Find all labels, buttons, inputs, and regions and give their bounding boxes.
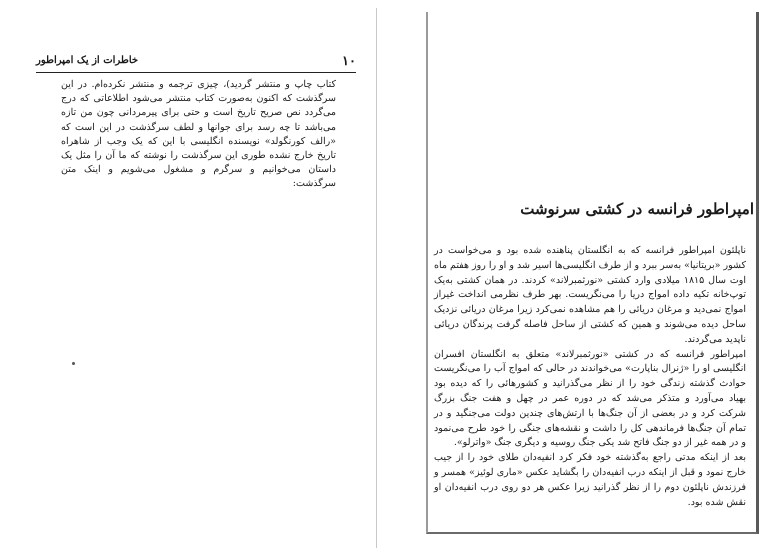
right-page [384, 8, 762, 548]
left-page-body [61, 78, 336, 192]
page-number: ۱۰ [342, 54, 356, 69]
scan-speck [72, 362, 75, 365]
running-header [36, 54, 356, 73]
left-paragraph: کتاب چاپ و منتشر گردید)، چیزی ترجمه و منتشر نکرده‌ام. در این سرگذشت که اکنون به‌صورت کتاب منتشر می‌شود اطلاعاتی که درج می‌گردد نص صریح تاریخ است و حتی برای پیرمردانی چون من تازه می‌باشد تا چه رسد برای جوانها و لطف سرگذشت در این است که «رالف کورنگولد» نویسنده انگلیسی با این که یک وجب از شاهراه تاریخ خارج نشده طوری این سرگذشت را نوشته که ما آن را مثل یک داستان می‌خوانیم و سرگرم و مشغول می‌شویم و اینک متن سرگذشت: [61, 79, 336, 190]
right-paragraph: بعد از اینکه مدتی راجع به‌گذشته خود فکر کرد انفیه‌دان طلای خود را از جیب خارج نمود و قبل از اینکه درب انفیه‌دان را بگشاید عکس «ماری لوئیز» همسر و فرزندش ناپلئون دوم را از نظر گذرانید زیرا عکس هر دو روی درب انفیه‌دان او نقش شده بود. [434, 452, 746, 508]
right-paragraph: امپراطور فرانسه که در کشتی «نورثمبرلاند» متعلق به انگلستان افسران انگلیسی او را «ژنرال بناپارت» می‌خواندند در حالی که امواج آب را می‌نگریست حوادث گذشته زندگی خود را از نظر می‌گذرانید و کشورهائی را که دیده بود بهیاد می‌آورد و متذکر می‌شد که در دوره عمر در چهل و هفت جنگ بزرگ شرکت کرد و در بعضی از آن جنگ‌ها با ارتش‌های چندین دولت می‌جنگید و در تمام آن جنگ‌ها فرماندهی کل را داشت و نقشه‌های جنگی را خود طرح می‌نمود و در همه غیر از دو جنگ فاتح شد یکی جنگ روسیه و دیگری جنگ «واترلو». [434, 348, 746, 449]
chapter-title: امپراطور فرانسه در کشتی سرنوشت [520, 200, 754, 218]
header-title: خاطرات از یک امپراطور [36, 55, 139, 66]
right-page-body [434, 244, 746, 510]
left-page [6, 8, 377, 548]
right-paragraph: ناپلئون امپراطور فرانسه که به انگلستان پناهنده شده بود و می‌خواست در کشور «بریتانیا» به‌سر ببرد و از طرف انگلیسی‌ها اسیر شد و او را روز هفتم ماه اوت سال ۱۸۱۵ میلادی وارد کشتی «نورثمبرلاند» کردند. در همان کشتی به‌یک توپ‌خانه تکیه داده امواج دریا را می‌نگریست. بهر طرف نظرمی انداخت غیراز امواج نمی‌دید و مرغان دریائی را هم مشاهده نمی‌کرد زیرا مرغان دریائی نزدیک ساحل دیده می‌شوند و همین که کشتی از ساحل فاصله گرفت پرندگان دریائی ناپدید می‌گردند. [434, 245, 747, 345]
